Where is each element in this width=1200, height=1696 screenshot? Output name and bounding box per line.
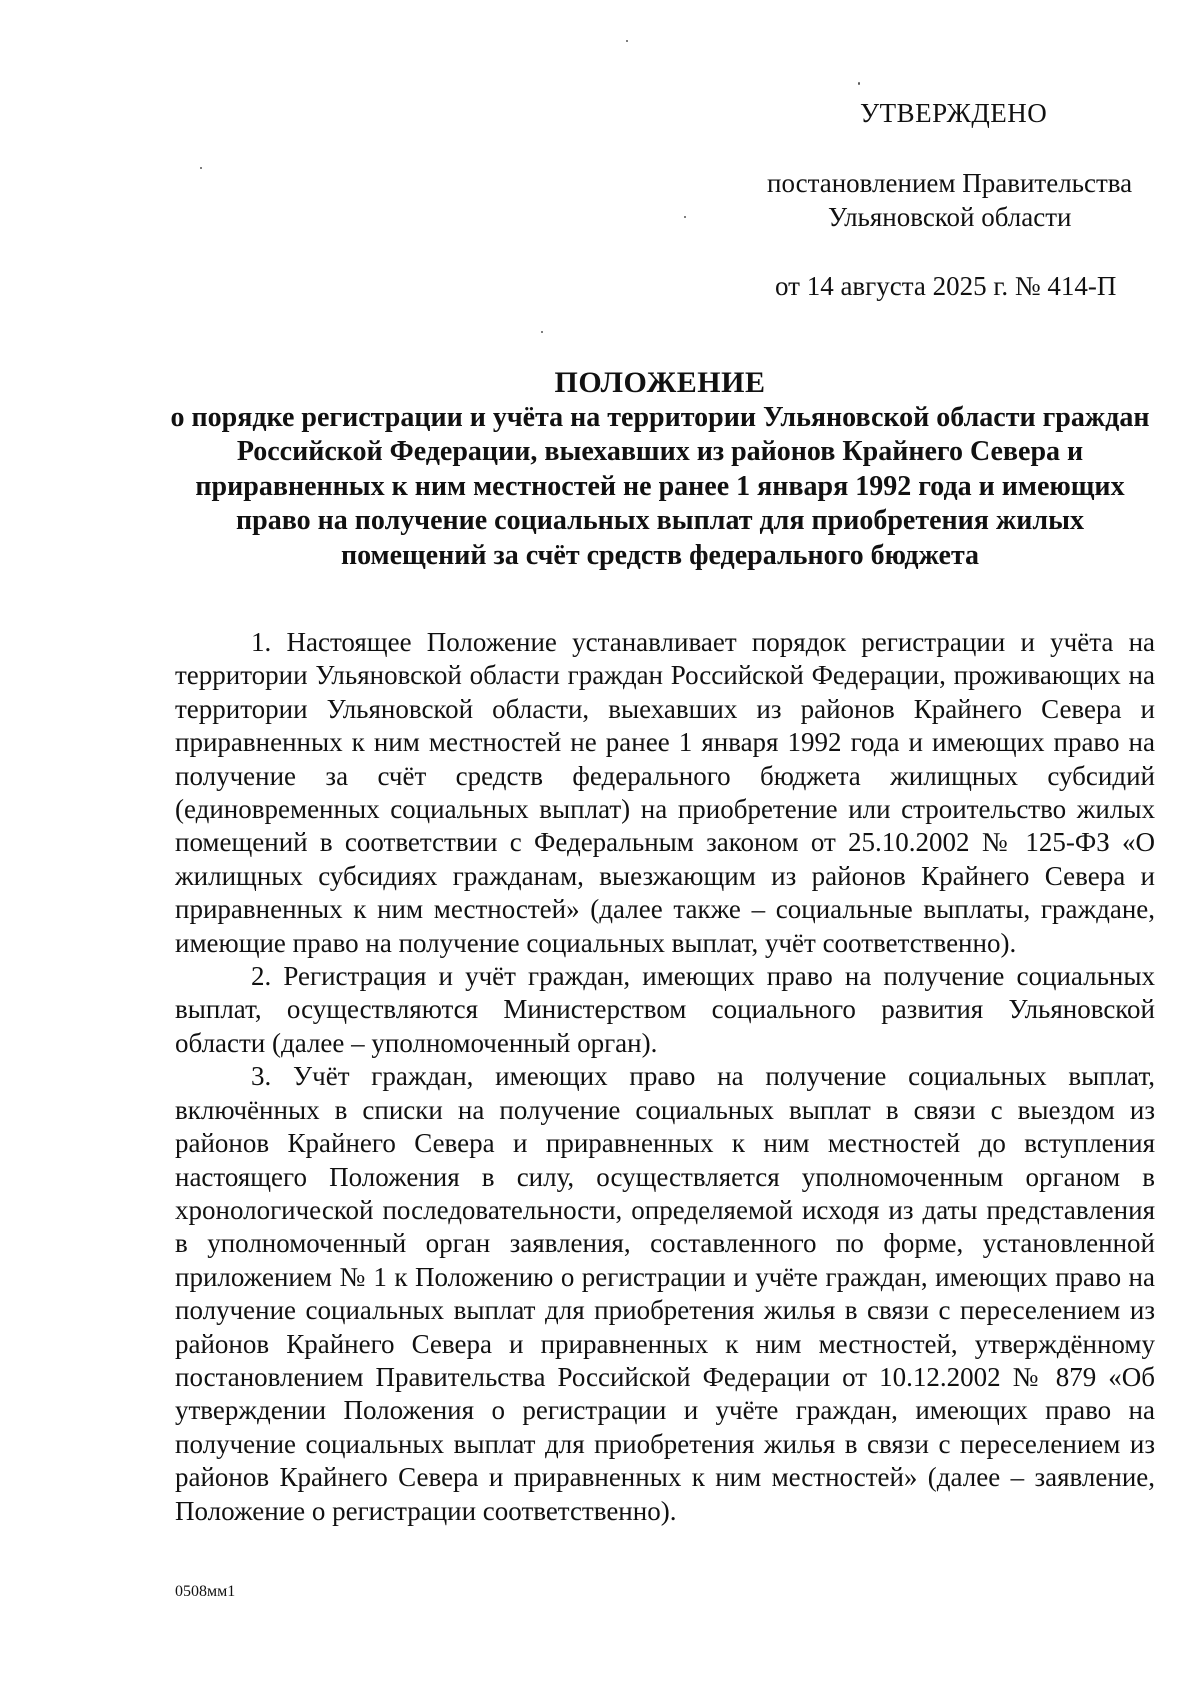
document-body: [175, 626, 1155, 1528]
paragraph-3: 3. Учёт граждан, имеющих право на получение социальных выплат, включённых в списки на получение социальных выплат в связи с выездом из районов Крайнего Севера и приравненных к ним местностей до вступления настоящего Положения в силу, осуществляется уполномоченным органом в хронологической последовательности, определяемой исходя из даты представления в уполномоченный орган заявления, составленного по форме, установленной приложением № 1 к Положению о регистрации и учёте граждан, имеющих право на получение социальных выплат для приобретения жилья в связи с переселением из районов Крайнего Севера и приравненных к ним местностей, утверждённому постановлением Правительства Российской Федерации от 10.12.2002 № 879 «Об утверждении Положения о регистрации и учёте граждан, имеющих право на получение социальных выплат для приобретения жилья в связи с переселением из районов Крайнего Севера и приравненных к ним местностей» (далее – заявление, Положение о регистрации соответственно).: [175, 1061, 1155, 1526]
scan-speck: [626, 40, 628, 42]
approval-date: от 14 августа 2025 г. № 414-П: [775, 271, 1117, 301]
approval-title: УТВЕРЖДЕНО: [860, 98, 1048, 128]
scan-speck: [858, 82, 860, 85]
scan-speck: [541, 331, 543, 333]
scan-speck: [200, 167, 202, 169]
footer-code: 0508мм1: [175, 1583, 236, 1600]
document-subtitle: о порядке регистрации и учёта на территории Ульяновской области граждан Российской Федерации, выехавших из районов Крайнего Севера и приравненных к ним местностей не ранее 1 января 1992 года и имеющих право на получение социальных выплат для приобретения жилых помещений за счёт средств федерального бюджета: [170, 401, 1150, 571]
approval-issuer-line-2: Ульяновской области: [828, 202, 1072, 232]
scan-speck: [684, 216, 686, 218]
document-title: ПОЛОЖЕНИЕ: [554, 366, 766, 399]
approval-issuer-line-1: постановлением Правительства: [767, 168, 1133, 198]
document-heading: [160, 366, 1160, 573]
paragraph-2: 2. Регистрация и учёт граждан, имеющих право на получение социальных выплат, осуществляются Министерством социального развития Ульяновской области (далее – уполномоченный орган).: [175, 961, 1155, 1058]
paragraph-1: 1. Настоящее Положение устанавливает порядок регистрации и учёта на территории Ульяновской области граждан Российской Федерации, проживающих на территории Ульяновской области, выехавших из районов Крайнего Севера и приравненных к ним местностей не ранее 1 января 1992 года и имеющих право на получение за счёт средств федерального бюджета жилищных субсидий (единовременных социальных выплат) на приобретение или строительство жилых помещений в соответствии с Федеральным законом от 25.10.2002 № 125-ФЗ «О жилищных субсидиях гражданам, выезжающим из районов Крайнего Севера и приравненных к ним местностей» (далее также – социальные выплаты, граждане, имеющие право на получение социальных выплат, учёт соответственно).: [175, 627, 1155, 958]
